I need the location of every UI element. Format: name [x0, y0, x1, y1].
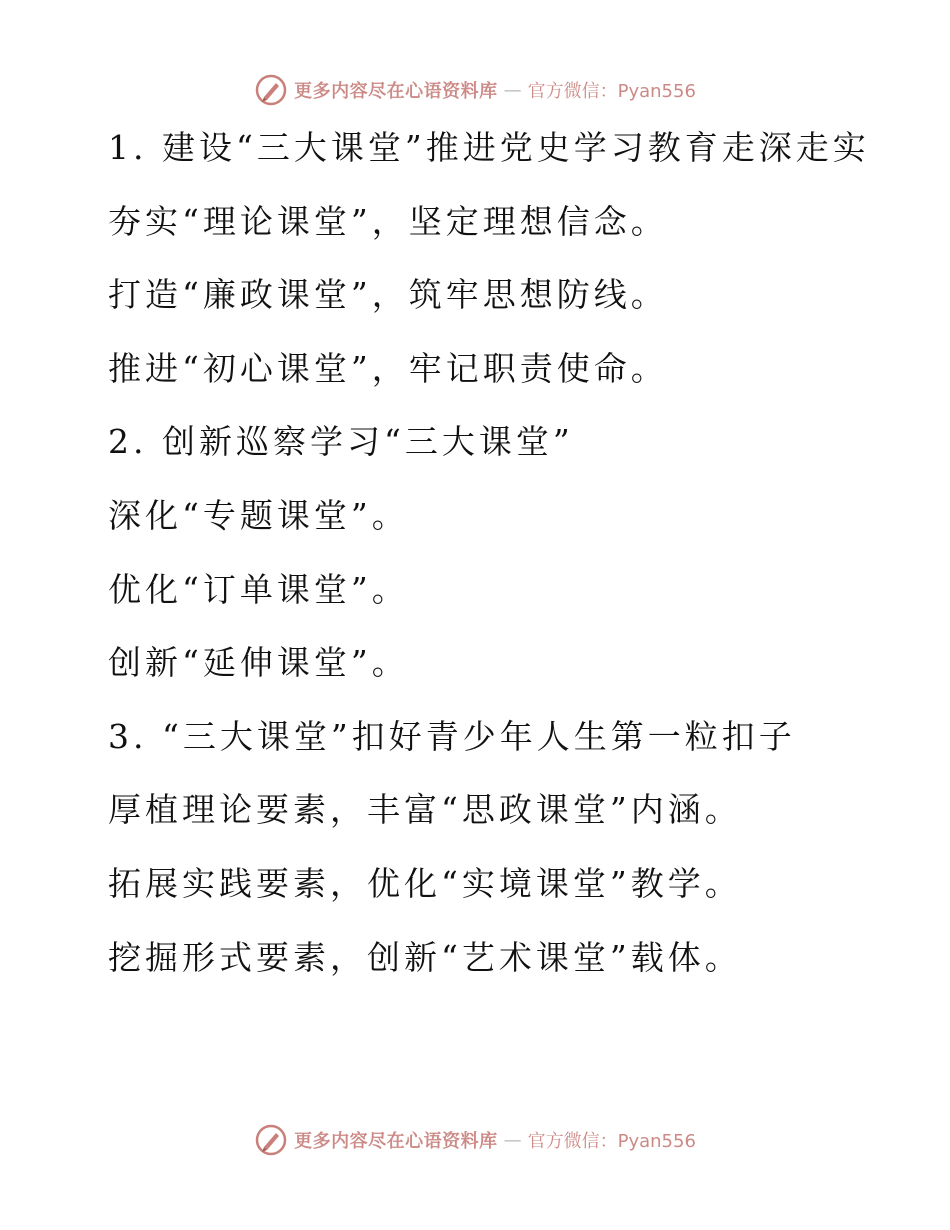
watermark-contact: 官方微信：Pyan556 [527, 81, 696, 102]
watermark-contact: 官方微信：Pyan556 [527, 1131, 696, 1152]
watermark-separator: — [503, 1129, 522, 1151]
watermark-text: 更多内容尽在心语资料库 [294, 1131, 498, 1152]
watermark-footer [0, 1120, 950, 1160]
paragraph-line: 打造“廉政课堂”，筑牢思想防线。 [108, 275, 668, 315]
paragraph-line: 优化“订单课堂”。 [108, 569, 409, 609]
paragraph-line: 挖掘形式要素，创新“艺术课堂”载体。 [108, 937, 742, 977]
heading-1: 1. 建设“三大课堂”推进党史学习教育走深走实 [108, 128, 870, 167]
paragraph-line: 厚植理论要素，丰富“思政课堂”内涵。 [108, 790, 742, 830]
watermark-text: 更多内容尽在心语资料库 [294, 81, 498, 102]
heading-2: 2. 创新巡察学习“三大课堂” [108, 422, 574, 462]
watermark-header [0, 70, 950, 110]
heading-3: 3. “三大课堂”扣好青少年人生第一粒扣子 [108, 716, 796, 756]
watermark-separator: — [503, 79, 522, 101]
paragraph-line: 深化“专题课堂”。 [108, 495, 409, 535]
pen-nib-circle-icon [254, 1123, 288, 1157]
paragraph-line: 创新“延伸课堂”。 [108, 643, 409, 683]
pen-nib-circle-icon [254, 73, 288, 107]
paragraph-line: 推进“初心课堂”，牢记职责使命。 [108, 348, 668, 388]
paragraph-line: 夯实“理论课堂”，坚定理想信念。 [108, 201, 668, 241]
document-body [108, 118, 908, 1001]
paragraph-line: 拓展实践要素，优化“实境课堂”教学。 [108, 863, 742, 903]
